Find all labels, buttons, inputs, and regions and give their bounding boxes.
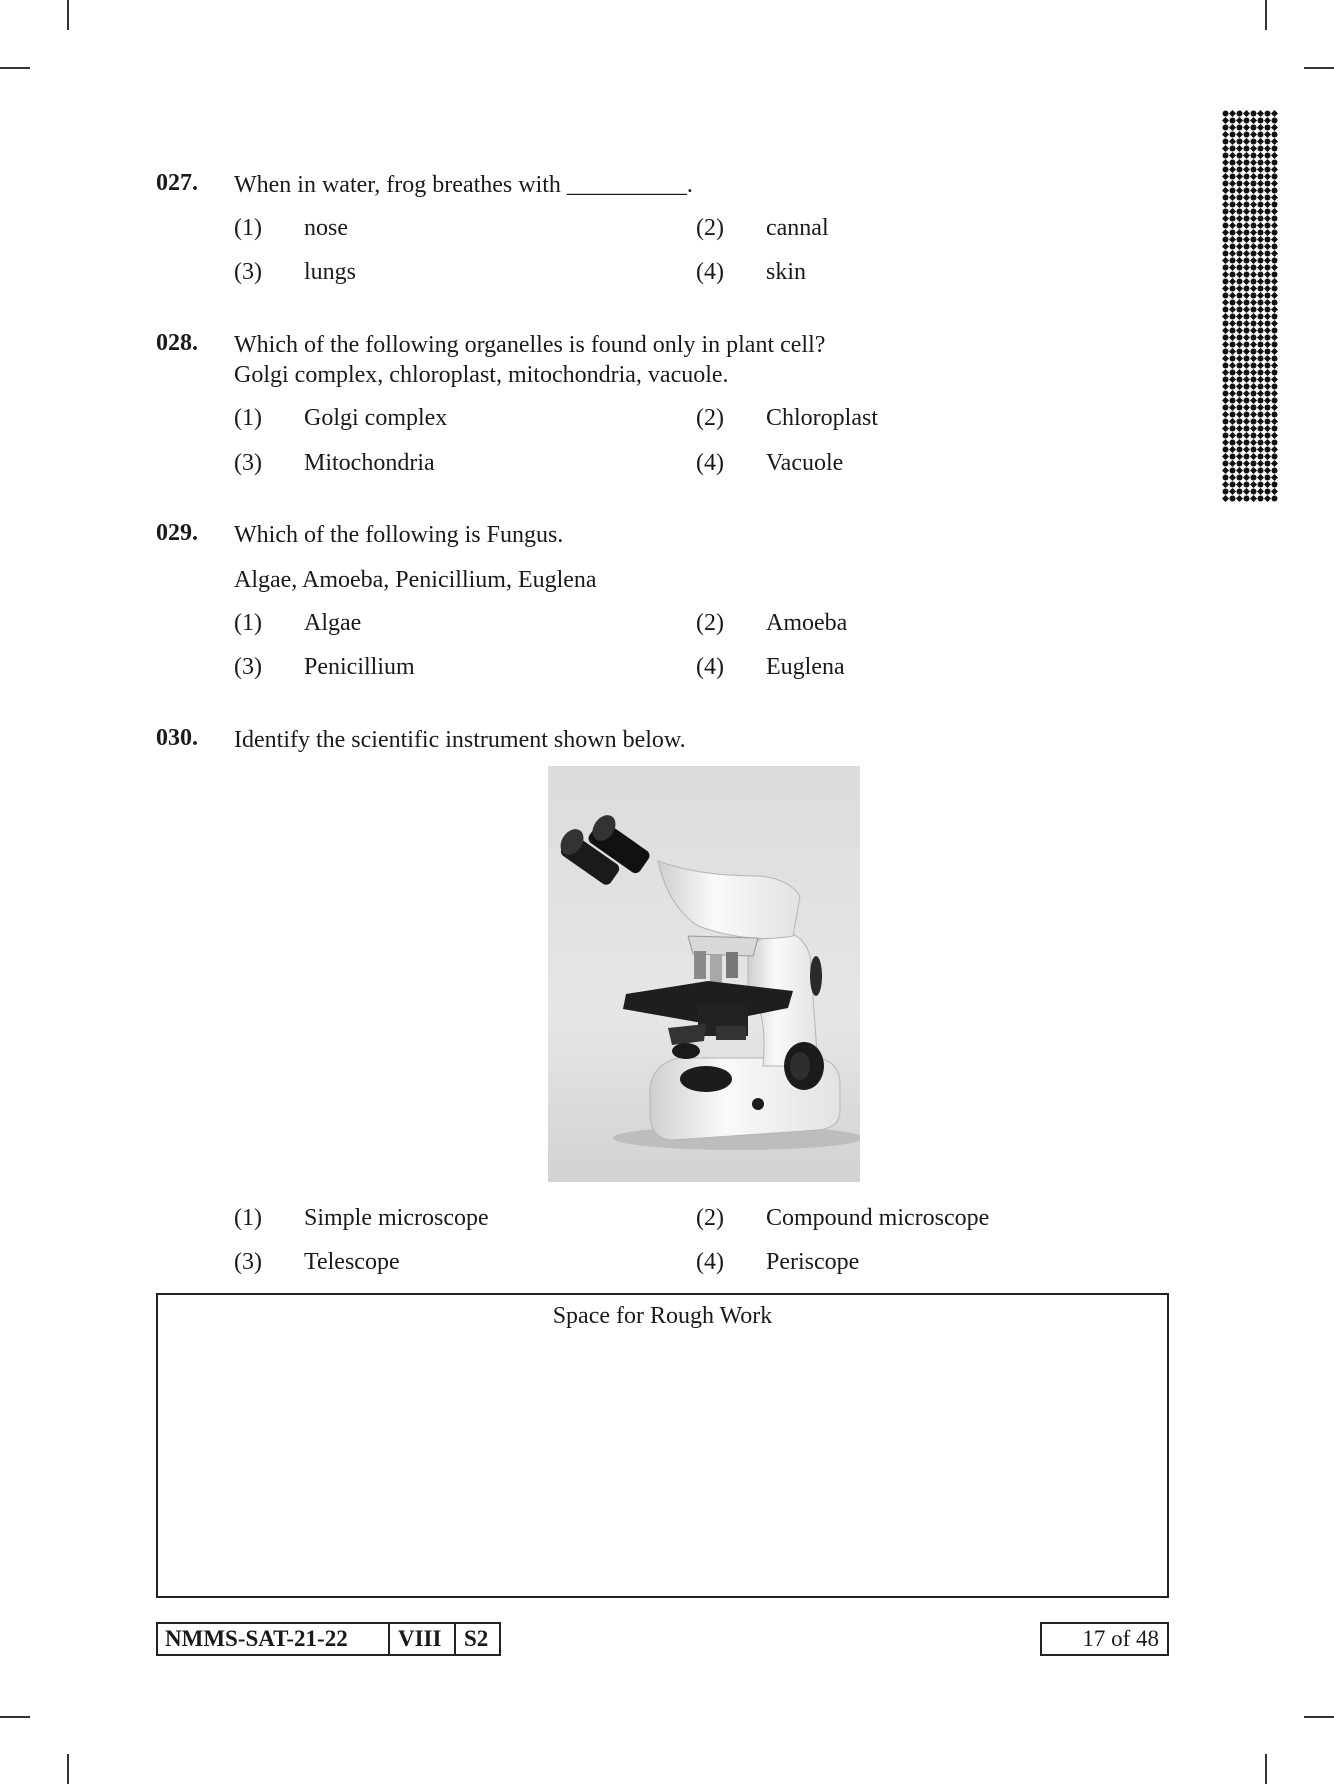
rough-work-box [156, 1293, 1169, 1598]
crop-mark [0, 67, 30, 69]
option-number: (2) [696, 1205, 724, 1231]
crop-mark [67, 1754, 69, 1784]
footer-divider [388, 1624, 390, 1654]
option-text: Compound microscope [766, 1205, 990, 1231]
option-text: Vacuole [766, 450, 844, 476]
option-number: (1) [234, 610, 262, 636]
question-text: Which of the following is Fungus. [234, 522, 564, 548]
footer-exam-code: NMMS-SAT-21-22 [165, 1626, 348, 1651]
question-number: 030. [156, 725, 198, 751]
option-text: Periscope [766, 1249, 860, 1275]
option-number: (1) [234, 405, 262, 431]
option-number: (4) [696, 654, 724, 680]
option-text: Euglena [766, 654, 845, 680]
option-number: (3) [234, 654, 262, 680]
question-text: Which of the following organelles is found only in plant cell? [234, 332, 826, 358]
rough-work-title: Space for Rough Work [552, 1303, 773, 1329]
option-text: lungs [304, 259, 357, 285]
microscope-image [548, 766, 860, 1182]
question-030 [156, 725, 1176, 765]
option-text: Mitochondria [304, 450, 435, 476]
option-number: (2) [696, 610, 724, 636]
option-number: (3) [234, 259, 262, 285]
option-text: Algae [304, 610, 362, 636]
crop-mark [1304, 1716, 1334, 1718]
footer-page-box [1040, 1622, 1169, 1656]
question-number: 029. [156, 520, 198, 546]
question-028 [156, 330, 1176, 480]
crop-mark [1304, 67, 1334, 69]
option-text: Telescope [304, 1249, 400, 1275]
option-text: Penicillium [304, 654, 415, 680]
option-number: (4) [696, 1249, 724, 1275]
footer-code-box [156, 1622, 501, 1656]
option-text: Simple microscope [304, 1205, 489, 1231]
decorative-border-pattern [1222, 110, 1278, 502]
question-027 [156, 170, 1176, 290]
question-number: 028. [156, 330, 198, 356]
option-number: (3) [234, 1249, 262, 1275]
option-number: (1) [234, 215, 262, 241]
option-text: cannal [766, 215, 829, 241]
option-number: (1) [234, 1205, 262, 1231]
question-text: When in water, frog breathes with __________. [234, 172, 693, 198]
option-number: (3) [234, 450, 262, 476]
option-number: (4) [696, 450, 724, 476]
option-number: (4) [696, 259, 724, 285]
footer-set: S2 [464, 1626, 489, 1651]
option-text: Amoeba [766, 610, 848, 636]
crop-mark [1265, 1754, 1267, 1784]
option-text: Chloroplast [766, 405, 878, 431]
question-030-options [156, 1205, 1176, 1295]
question-subtext: Algae, Amoeba, Penicillium, Euglena [234, 567, 597, 593]
question-029 [156, 520, 1176, 680]
option-text: Golgi complex [304, 405, 448, 431]
footer-class: VIII [398, 1626, 442, 1651]
page-number: 17 of 48 [1082, 1626, 1159, 1651]
question-number: 027. [156, 170, 198, 196]
option-text: skin [766, 259, 807, 285]
option-text: nose [304, 215, 348, 241]
option-number: (2) [696, 215, 724, 241]
question-text: Identify the scientific instrument shown below. [234, 727, 686, 753]
footer-divider [454, 1624, 456, 1654]
crop-mark [1265, 0, 1267, 30]
crop-mark [0, 1716, 30, 1718]
crop-mark [67, 0, 69, 30]
question-subtext: Golgi complex, chloroplast, mitochondria, vacuole. [234, 362, 729, 388]
option-number: (2) [696, 405, 724, 431]
